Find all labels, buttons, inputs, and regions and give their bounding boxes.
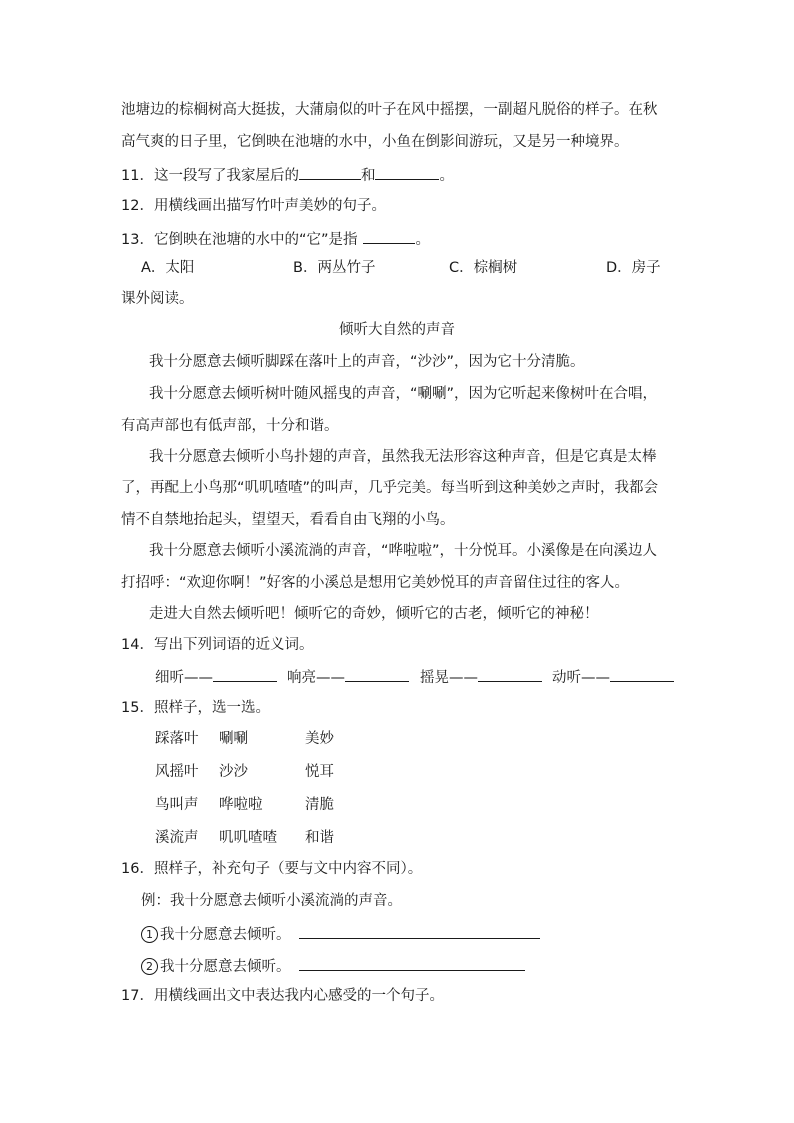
match-item[interactable]: 鸟叫声 [155, 797, 199, 813]
synonym-word: 响亮—— [287, 670, 345, 686]
synonym-word: 细听—— [155, 670, 213, 686]
circled-number-icon: 2 [141, 958, 158, 975]
answer-blank[interactable] [299, 955, 525, 971]
option-a[interactable]: A．太阳 [141, 260, 195, 276]
question-16-example: 例：我十分愿意去倾听小溪流淌的声音。 [141, 893, 402, 909]
match-item[interactable]: 叽叽喳喳 [219, 830, 277, 846]
answer-blank[interactable] [363, 228, 415, 244]
match-item[interactable]: 沙沙 [219, 764, 248, 780]
synonym-item [552, 666, 674, 688]
article-paragraph-4-line-1: 我十分愿意去倾听小溪流淌的声音，“哗啦啦”，十分悦耳。小溪像是在向溪边人 [149, 543, 658, 559]
synonym-item [420, 666, 542, 688]
question-16: 16．照样子，补充句子（要与文中内容不同）。 [121, 861, 423, 877]
article-paragraph-4-line-2: 打招呼：“欢迎你啊！”好客的小溪总是想用它美妙悦耳的声音留住过往的客人。 [121, 575, 630, 591]
article-title: 倾听大自然的声音 [339, 322, 455, 338]
match-item[interactable]: 风摇叶 [155, 764, 199, 780]
article-paragraph-1: 我十分愿意去倾听脚踩在落叶上的声音，“沙沙”，因为它十分清脆。 [149, 354, 585, 370]
question-11 [121, 164, 454, 186]
match-item[interactable]: 清脆 [305, 797, 334, 813]
answer-blank[interactable] [375, 164, 439, 180]
article-paragraph-3-line-2: 了，再配上小鸟那“叽叽喳喳”的叫声，几乎完美。每当听到这种美妙之声时，我都会 [121, 480, 659, 496]
article-paragraph-2-line-2: 有高声部也有低声部，十分和谐。 [121, 418, 339, 434]
question-11-suffix: 。 [439, 168, 454, 184]
match-item[interactable]: 悦耳 [305, 764, 334, 780]
answer-blank[interactable] [299, 164, 361, 180]
synonym-item [287, 666, 409, 688]
circled-number-icon: 1 [141, 926, 158, 943]
synonym-word: 动听—— [552, 670, 610, 686]
passage-line-1: 池塘边的棕榈树高大挺拔，大蒲扇似的叶子在风中摇摆，一副超凡脱俗的样子。在秋 [121, 102, 658, 118]
article-paragraph-3-line-1: 我十分愿意去倾听小鸟扑翅的声音，虽然我无法形容这种声音，但是它真是太棒 [149, 449, 657, 465]
answer-blank[interactable] [345, 666, 409, 682]
synonym-word: 摇晃—— [420, 670, 478, 686]
question-11-prefix: 11．这一段写了我家屋后的 [121, 168, 299, 184]
item-text: 我十分愿意去倾听。 [160, 927, 291, 943]
article-paragraph-2-line-1: 我十分愿意去倾听树叶随风摇曳的声音，“唰唰”，因为它听起来像树叶在合唱， [149, 386, 658, 402]
match-item[interactable]: 唰唰 [219, 731, 248, 747]
match-item[interactable]: 美妙 [305, 731, 334, 747]
match-item[interactable]: 和谐 [305, 830, 334, 846]
match-item[interactable]: 踩落叶 [155, 731, 199, 747]
item-text: 我十分愿意去倾听。 [160, 959, 291, 975]
option-c[interactable]: C．棕榈树 [449, 260, 518, 276]
answer-blank[interactable] [299, 923, 540, 939]
extra-reading-label: 课外阅读。 [121, 291, 194, 307]
question-16-item-2 [141, 955, 525, 977]
option-b[interactable]: B．两丛竹子 [293, 260, 376, 276]
synonym-item [155, 666, 277, 688]
passage-line-2: 高气爽的日子里，它倒映在池塘的水中，小鱼在倒影间游玩，又是另一种境界。 [121, 134, 629, 150]
question-17: 17．用横线画出文中表达我内心感受的一个句子。 [121, 988, 444, 1004]
question-13-suffix: 。 [415, 232, 430, 248]
option-d[interactable]: D．房子 [606, 260, 661, 276]
article-paragraph-3-line-3: 情不自禁地抬起头，望望天，看看自由飞翔的小鸟。 [121, 512, 455, 528]
answer-blank[interactable] [213, 666, 277, 682]
answer-blank[interactable] [478, 666, 542, 682]
question-12: 12．用横线画出描写竹叶声美妙的句子。 [121, 198, 386, 214]
question-16-item-1 [141, 923, 540, 945]
article-paragraph-5: 走进大自然去倾听吧！倾听它的奇妙，倾听它的古老，倾听它的神秘！ [149, 606, 599, 622]
question-13 [121, 228, 430, 250]
match-item[interactable]: 哗啦啦 [219, 797, 263, 813]
answer-blank[interactable] [610, 666, 674, 682]
match-item[interactable]: 溪流声 [155, 830, 199, 846]
question-14: 14．写出下列词语的近义词。 [121, 637, 314, 653]
question-11-middle: 和 [360, 168, 376, 184]
question-13-prefix: 13．它倒映在池塘的水中的“它”是指 [121, 232, 358, 248]
question-15: 15．照样子，选一选。 [121, 700, 270, 716]
